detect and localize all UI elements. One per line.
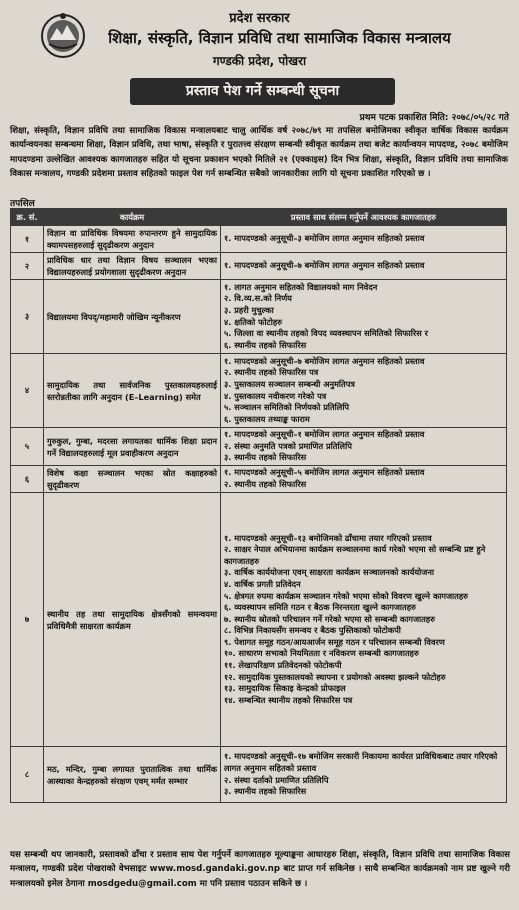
header-line-government: प्रदेश सरकार	[229, 11, 290, 26]
document-item: १२. सामुदायिक पुस्तकालयको स्थापना र प्रयोगको अवस्था झल्कने फोटोहरु	[224, 671, 446, 682]
document-item: १. मापदण्डको अनुसूची–१३ बमोजिमको ढाँचामा तयार गरिएको प्रस्ताव	[224, 532, 432, 543]
row-program: मठ, मन्दिर, गुम्बा लगायत पुरातात्विक तथा धार्मिक आस्थाका केन्द्रहरुको संरक्षण एवम् मर्मत सम्भार	[44, 747, 221, 803]
document-item: १३. सामुदायिक सिकाइ केन्द्रको प्रोफाइल	[224, 683, 346, 694]
header-documents: प्रस्ताव साथ संलग्न गर्नुपर्ने आवश्यक कागजातहरु	[221, 209, 507, 226]
publish-date: प्रथम पटक प्रकाशित मिति: २०७८/०५/२८ गते	[359, 113, 509, 123]
document-item: ५. सञ्चालन समितिको निर्णयको प्रतिलिपि	[224, 402, 350, 413]
document-item: ६. व्यवस्थापन समिति गठन र बैठक निरन्तरता खुल्ने कागजातहरु	[224, 602, 416, 613]
document-item: १. मापदण्डको अनुसूची–३ बमोजिम लागत अनुमान सहितको प्रस्ताव	[224, 233, 425, 244]
document-item: ३. प्रहरी मुचुल्का	[224, 304, 274, 315]
row-serial: ७	[11, 493, 44, 747]
notice-title-banner: प्रस्ताव पेश गर्ने सम्बन्धी सूचना	[130, 78, 395, 105]
document-item: ५. क्षेत्रगत रुपमा कार्यक्रम सञ्चालन गरेको भएमा सोको विवरण खुल्ने कागजातहरु	[224, 590, 469, 601]
document-list	[224, 233, 503, 245]
row-serial: ६	[11, 466, 44, 493]
row-documents	[221, 428, 507, 466]
document-item: १०. साधारण सभाको नियमितता र नविकरण सम्बन्धी कागजातहरु	[224, 648, 419, 659]
schedule-label: तपसिल	[10, 199, 35, 209]
document-item: ३. पुस्तकालय सञ्चालन सम्बन्धी अनुमतिपत्र	[224, 378, 355, 389]
row-program: विज्ञान वा प्राविधिक विषयमा रुपान्तरण हुने सामुदायिक क्यामपसहरुलाई सुदृढीकरण अनुदान	[44, 226, 221, 253]
document-item: २. वि.व्य.स.को निर्णय	[224, 293, 292, 304]
document-item: ४. पुस्तकालय नवीकरण गरेको पत्र	[224, 390, 327, 401]
document-item: २. स्थानीय तहको सिफारिस पत्र	[224, 367, 319, 378]
row-documents	[221, 226, 507, 253]
document-item: ८. विभिन्न निकायसँग समन्वय र बैठक पुस्तिकाको फोटोकपी	[224, 625, 401, 636]
table-row	[11, 747, 507, 803]
document-list	[224, 533, 503, 707]
header-line-address: गण्डकी प्रदेश, पोखरा	[212, 54, 307, 68]
document-item: १. मापदण्डको अनुसूची–१ बमोजिम लागत अनुमान सहितको प्रस्ताव	[224, 429, 425, 440]
row-program: गुरुकुल, गुम्बा, मदरसा लगायतका धार्मिक शिक्षा प्रदान गर्ने विद्यालयहरुलाई मूल प्रवाहीकरण अनुदान	[44, 428, 221, 466]
document-list	[224, 751, 503, 797]
row-program: प्राविधिक धार तथा विज्ञान विषय सञ्चालन भएका विद्यालयहरुलाई प्रयोगशाला सुदृढीकरण अनुदान	[44, 253, 221, 280]
document-item: ७. स्थानीय स्रोतको परिचालन गर्ने गरेको भएमा सो सम्बन्धी कागजातहरु	[224, 613, 436, 624]
document-item: ३. वार्षिक कार्ययोजना एवम् साक्षरता कार्यक्रम सञ्चालनको कार्ययोजना	[224, 567, 434, 578]
row-serial: ४	[11, 354, 44, 428]
table-row	[11, 280, 507, 354]
notice-header	[0, 0, 519, 78]
document-item: ३. स्थानीय तहको सिफारिस	[224, 452, 307, 463]
header-serial: क्र. सं.	[11, 209, 44, 226]
row-documents	[221, 493, 507, 747]
table-row	[11, 493, 507, 747]
document-list	[224, 282, 503, 352]
row-documents	[221, 466, 507, 493]
row-serial: ८	[11, 747, 44, 803]
header-program: कार्यक्रम	[44, 209, 221, 226]
program-table	[10, 208, 507, 803]
row-serial: १	[11, 226, 44, 253]
document-item: ९. पेशागत समूह गठन/आयआर्जन समूह गठन र परिचालन सम्बन्धी विवरण	[224, 636, 445, 647]
document-item: २. संस्था अनुमति पत्रको प्रमाणित प्रतिलिपि	[224, 440, 352, 451]
document-list	[224, 356, 503, 426]
document-item: ३. स्थानीय तहको सिफारिस	[224, 786, 307, 797]
document-item: १. मापदण्डको अनुसूची–१७ बमोजिम सरकारी निकायमा कार्यरत प्राविधिकबाट तयार गरिएको लागत अनुमान सहितको प्रस्ताव	[224, 751, 498, 773]
header-line-ministry: शिक्षा, संस्कृति, विज्ञान प्रविधि तथा सामाजिक विकास मन्त्रालय	[108, 29, 451, 47]
row-program: स्थानीय तह तथा सामुदायिक क्षेत्रसँगको समन्वयमा प्रविधिमैत्री साक्षरता कार्यक्रम	[44, 493, 221, 747]
document-item: १. मापदण्डको अनुसूची–७ बमोजिम लागत अनुमान सहितको प्रस्ताव	[224, 355, 425, 366]
row-serial: ५	[11, 428, 44, 466]
row-serial: ३	[11, 280, 44, 354]
document-item: ६. स्थानीय तहको सिफारिस	[224, 339, 307, 350]
intro-paragraph: शिक्षा, संस्कृति, विज्ञान प्रविधि तथा सामाजिक विकास मन्त्रालयबाट चालु आर्थिक वर्ष २०७८/७९ मा तपसिल बमोजिमका स्वीकृत वार्षिक विकास कार्यक्रम कार्यान्वयनका सम्बन्धमा शिक्षा, विज्ञान प्रविधि, तथा भाषा, संस्कृति र पुरातत्त्व संरक्षण सम्बन्धी स्वीकृत कार्यक्रम तथा बजेट कार्यान्वयन मापदण्ड, २०७८ बमोजिम मापदण्डमा उल्लेखित आवश्यक कागजातहरु सहित यो सूचना प्रकाशन भएको मितिले २१ (एक्काइस) दिन भित्र शिक्षा, संस्कृति, विज्ञान प्रविधि तथा सामाजिक विकास मन्त्रालय, गण्डकी प्रदेशमा प्रस्ताव सहितको फाइल पेश गर्न सम्बन्धित सबैको जानकारीका लागि यो सूचना प्रकाशित गरिएको छ ।	[10, 126, 508, 179]
footer-paragraph: यस सम्बन्धी थप जानकारी, प्रस्तावको ढाँचा र प्रस्ताव साथ पेश गर्नुपर्ने कागजातहरु मूल्याङ्कना आधारहरु शिक्षा, संस्कृति, विज्ञान प्रविधि तथा सामाजिक विकास मन्त्रालय, गण्डकी प्रदेश पोखराको वेभसाइट www.mosd.gandaki.gov.np बाट प्राप्त गर्न सकिनेछ । साथै सम्बन्धित कार्यक्रमको नाम प्रष्ट खुल्ने गरी मन्त्रालयको इमेल ठेगाना mosdgedu@gmail.com मा पनि प्रस्ताव पठाउन सकिने छ ।	[10, 850, 510, 889]
document-list	[224, 260, 503, 272]
document-item: १. मापदण्डको अनुसूची–७ बमोजिम लागत अनुमान सहितको प्रस्ताव	[224, 260, 425, 271]
row-program: विशेष कक्षा सञ्चालन भएका स्रोत कक्षाहरुको सुदृढीकरण	[44, 466, 221, 493]
document-item: ४. क्षतिको फोटोहरु	[224, 316, 283, 327]
document-item: १४. सम्बन्धित स्थानीय तहको सिफारिस पत्र	[224, 694, 353, 705]
row-program: विद्यालयमा विपद्/महामारी जोखिम न्यूनीकरण	[44, 280, 221, 354]
document-item: ११. लेखापरिक्षण प्रतिवेदनको फोटोकपी	[224, 660, 342, 671]
table-row	[11, 253, 507, 280]
row-documents	[221, 280, 507, 354]
table-row	[11, 354, 507, 428]
table-row	[11, 466, 507, 493]
document-item: ४. वार्षिक प्रगती प्रतिवेदन	[224, 578, 301, 589]
table-header-row	[11, 209, 507, 226]
document-item: ६. पुस्तकालय तथ्याङ्क फाराम	[224, 413, 310, 424]
document-item: २. स्थानीय तहको सिफारिस	[224, 479, 307, 489]
row-documents	[221, 253, 507, 280]
document-item: १. मापदण्डको अनुसूची–५ बमोजिम लागत अनुमान सहितको प्रस्ताव	[224, 467, 425, 478]
row-serial: २	[11, 253, 44, 280]
document-item: २. साक्षर नेपाल अभियानमा कार्यक्रम सञ्चालनमा कार्य गरेको भएमा सो सम्बन्धि प्रष्ट हुने कागजातहरु	[224, 544, 486, 566]
document-item: १. लागत अनुमान सहितको विद्यालयको माग निवेदन	[224, 281, 378, 292]
table-row	[11, 226, 507, 253]
row-documents	[221, 747, 507, 803]
row-documents	[221, 354, 507, 428]
document-list	[224, 467, 503, 490]
document-item: ५. जिल्ला वा स्थानीय तहको विपद व्यवस्थापन समितिको सिफारिस र	[224, 328, 428, 339]
document-list	[224, 429, 503, 464]
row-program: सामुदायिक तथा सार्वजनिक पुस्तकालयहरुलाई स्तरोन्नतीका लागि अनुदान (E–Learning) समेत	[44, 354, 221, 428]
document-item: २. संस्था दर्ताको प्रमाणित प्रतिलिपि	[224, 774, 329, 785]
table-row	[11, 428, 507, 466]
